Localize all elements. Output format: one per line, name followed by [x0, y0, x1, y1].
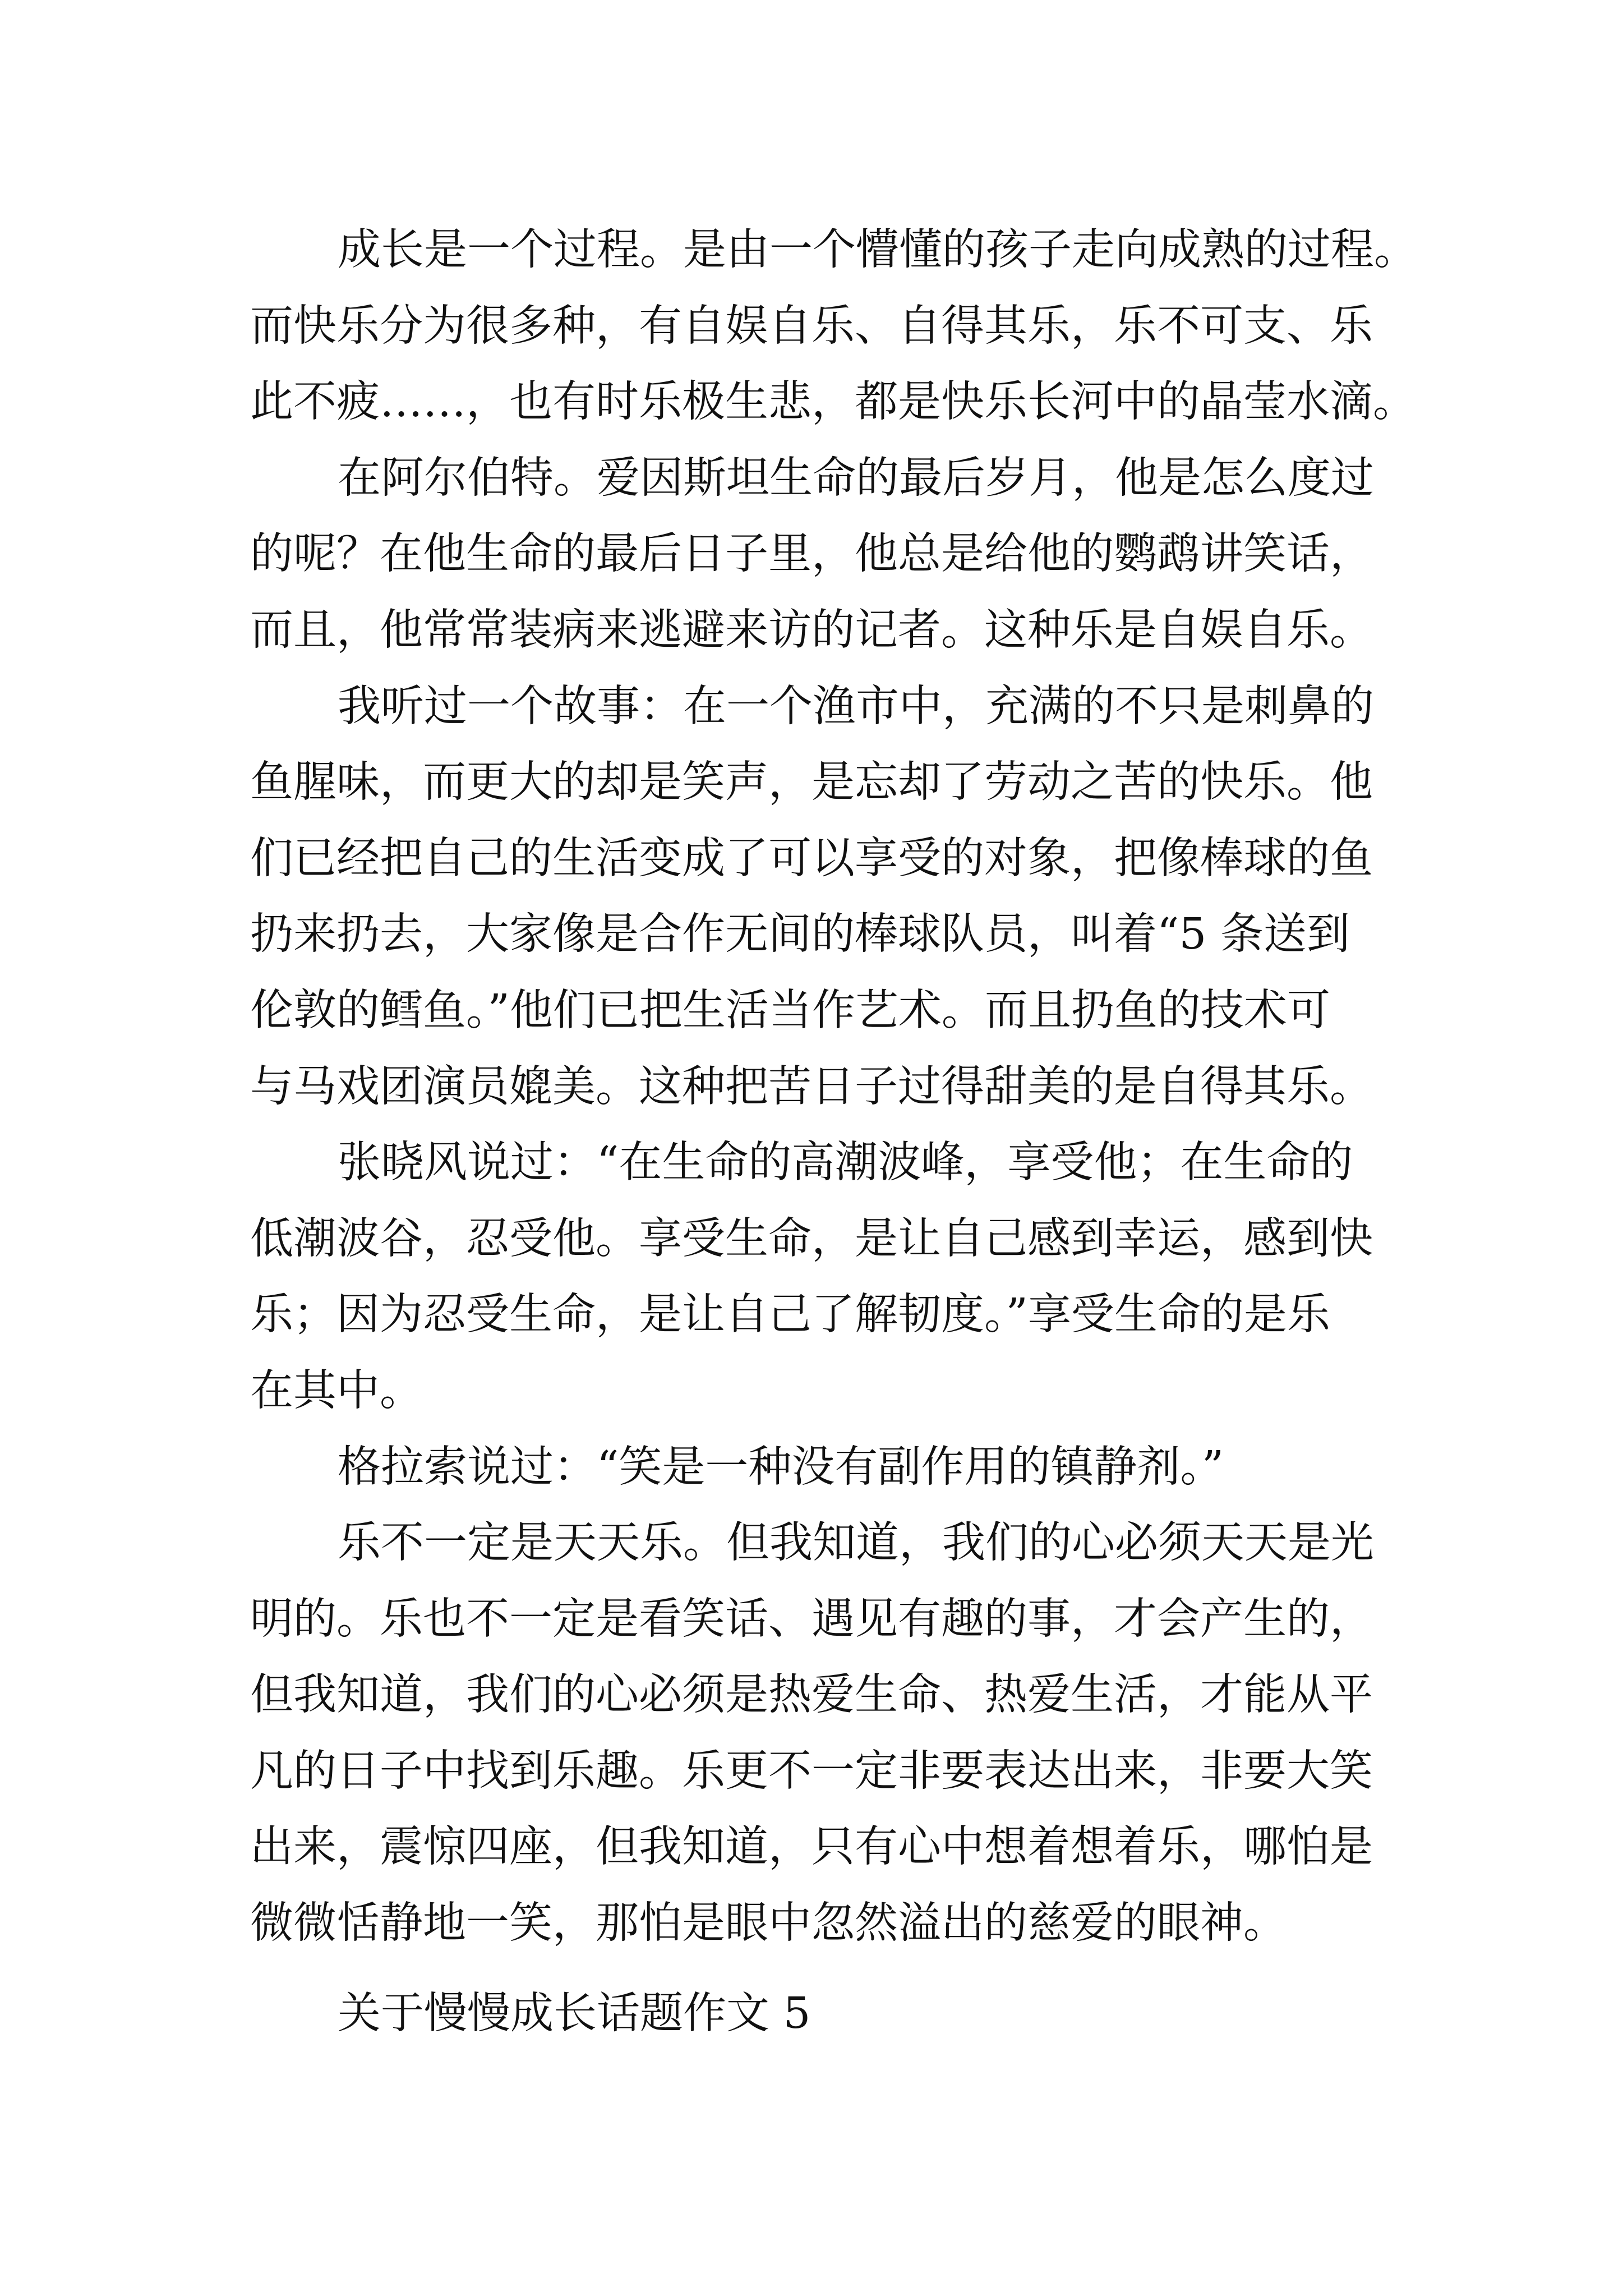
text-line: 我听过一个故事：在一个渔市中，充满的不只是刺鼻的: [338, 681, 1374, 731]
text-line: 但我知道，我们的心必须是热爱生命、热爱生活，才能从平: [250, 1670, 1373, 1720]
paragraph: [250, 1429, 1512, 1506]
text-line: 凡的日子中找到乐趣。乐更不一定非要表达出来，非要大笑: [250, 1746, 1373, 1796]
text-line: 乐不一定是天天乐。但我知道，我们的心必须天天是光: [338, 1518, 1374, 1568]
paragraph: [250, 669, 1512, 1125]
text-line: 格拉索说过：“笑是一种没有副作用的镇静剂。”: [338, 1442, 1224, 1492]
text-line: 而快乐分为很多种，有自娱自乐、自得其乐，乐不可支、乐: [250, 301, 1373, 351]
paragraph: [250, 440, 1512, 669]
paragraph: [250, 1505, 1512, 1962]
essay-title: 关于慢慢成长话题作文 5: [338, 1988, 811, 2039]
text-line: 张晓风说过：“在生命的高潮波峰，享受他；在生命的: [338, 1138, 1353, 1188]
text-line: 此不疲……，也有时乐极生悲，都是快乐长河中的晶莹水滴。: [250, 377, 1416, 427]
text-line: 微微恬静地一笑，那怕是眼中忽然溢出的慈爱的眼神。: [250, 1898, 1287, 1949]
text-line: 成长是一个过程。是由一个懵懂的孩子走向成熟的过程。: [338, 225, 1417, 275]
text-line: 在其中。: [250, 1365, 423, 1416]
paragraph: [250, 212, 1512, 440]
text-line: 们已经把自己的生活变成了可以享受的对象，把像棒球的鱼: [250, 833, 1373, 884]
text-line: 出来，震惊四座，但我知道，只有心中想着想着乐，哪怕是: [250, 1822, 1373, 1872]
text-line: 低潮波谷，忍受他。享受生命，是让自己感到幸运，感到快: [250, 1213, 1373, 1264]
text-line: 而且，他常常装病来逃避来访的记者。这种乐是自娱自乐。: [250, 605, 1373, 655]
paragraph: [250, 1125, 1512, 1429]
document-body: [250, 212, 1512, 2051]
text-line: 伦敦的鳕鱼。”他们已把生活当作艺术。而且扔鱼的技术可: [250, 985, 1330, 1036]
text-line: 鱼腥味，而更大的却是笑声，是忘却了劳动之苦的快乐。他: [250, 757, 1373, 808]
text-line: 明的。乐也不一定是看笑话、遇见有趣的事，才会产生的，: [250, 1594, 1373, 1644]
text-line: 乐；因为忍受生命，是让自己了解韧度。”享受生命的是乐: [250, 1290, 1330, 1340]
text-line: 扔来扔去，大家像是合作无间的棒球队员，叫着“5 条送到: [250, 909, 1350, 960]
text-line: 与马戏团演员媲美。这种把苦日子过得甜美的是自得其乐。: [250, 1061, 1373, 1112]
text-line: 的呢？在他生命的最后日子里，他总是给他的鹦鹉讲笑话，: [250, 529, 1373, 579]
text-line: 在阿尔伯特。爱因斯坦生命的最后岁月，他是怎么度过: [338, 453, 1374, 503]
